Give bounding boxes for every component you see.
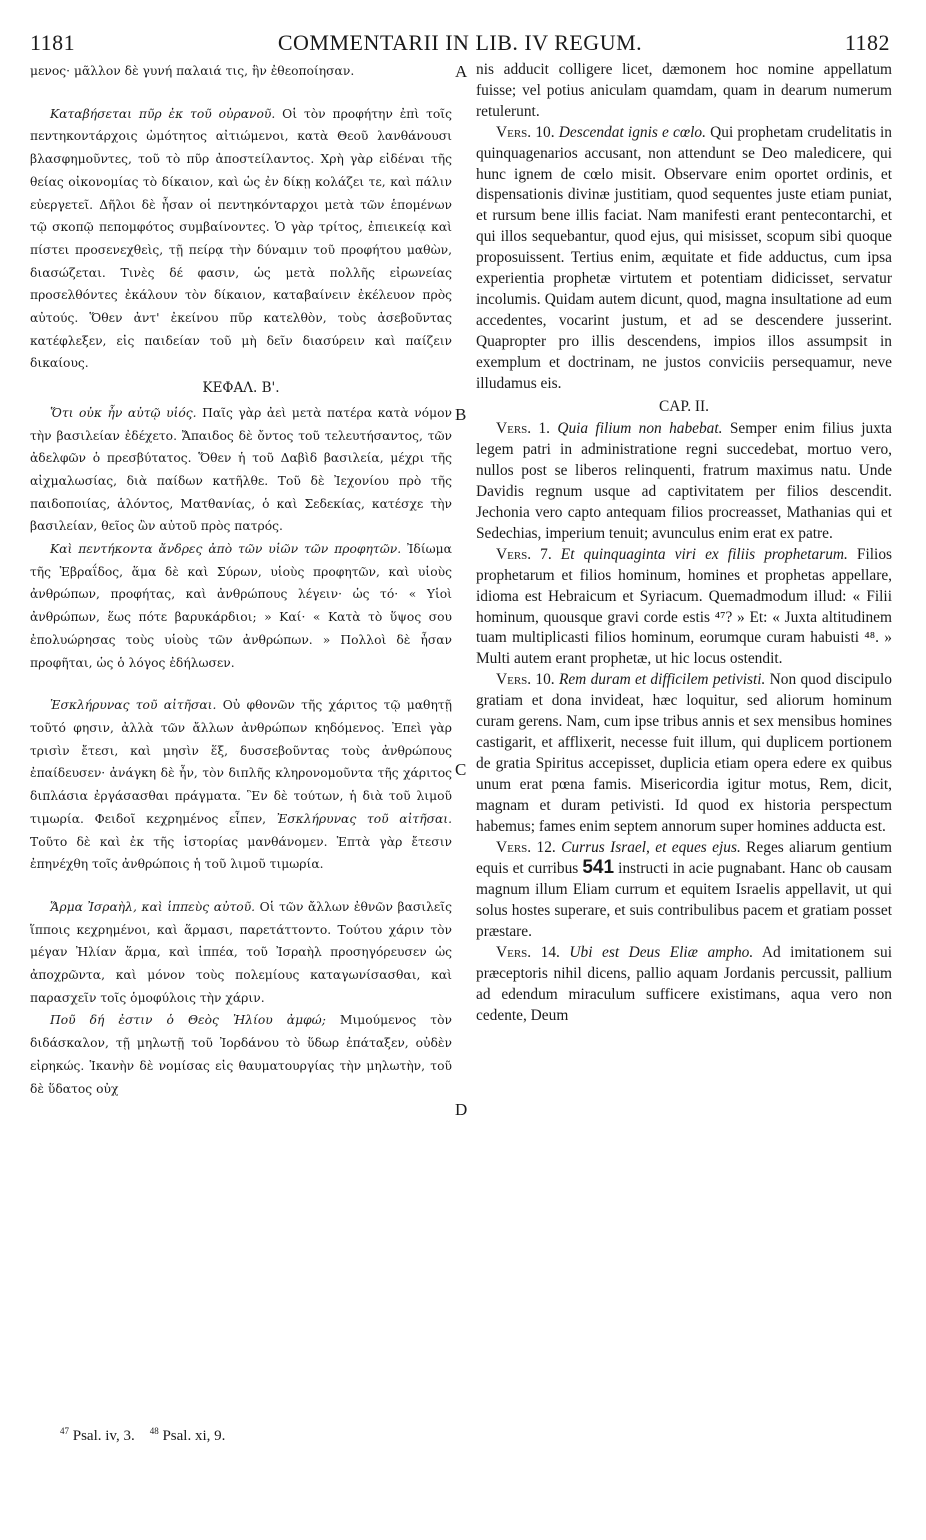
latin-text: Reges aliarum gentium equis et curribus — [476, 838, 892, 878]
latin-paragraph — [476, 670, 892, 837]
latin-text: Ad imitationem sui præceptoris nihil dicens, pallio aquam Jordanis percussit, pallium ad edendum miraculum sufficere existimans, aqua vero non cedente, Deum — [476, 944, 892, 1024]
greek-paragraph — [30, 538, 452, 674]
latin-chapter-title: CAP. II. — [658, 397, 710, 415]
greek-lemma: Ἐσκλήρυνας τοῦ αἰτῆσαι. — [276, 811, 452, 826]
latin-paragraph — [476, 838, 892, 944]
greek-text: Μιμούμενος τὸν διδάσκαλον, τῇ μηλωτῇ τοῦ Ἰορδάνου τὸ ὕδωρ ἐπάταξεν, οὐδὲν εἰρηκώς. Ἱκανὴν δὲ νομίσας εἰς θαυματουργίας τὴν μηλωτὴν, τοῦ δὲ ὕδατος οὐχ — [30, 1013, 452, 1096]
greek-text: Παῖς γὰρ ἀεὶ μετὰ πατέρα κατὰ νόμον τὴν βασιλείαν ἐδέχετο. Ἄπαιδος δὲ ὄντος τοῦ τελευτήσαντος, τῶν ἀδελφῶν ὁ πρεσβύτατος. Ὅθεν ἡ τοῦ Δαβὶδ βασιλεία, μέχρι τῆς αἰχμαλωσίας, διὰ παίδων κατῆλθε. Τοῦ δὲ Ἰεχονίου πρὸ τῆς παιδοποιίας, ἁλόντος, Ματθανίας, ὁ καὶ Σεδεκίας, κατέσχε τὴν βασιλείαν, θεῖος ὢν αὐτοῦ πρὸς πατρός. — [30, 405, 452, 534]
latin-lemma: Ubi est Deus Eliæ ampho. — [569, 944, 754, 962]
latin-text: Qui prophetam crudelitatis in quinquagenarios accusant, non attendunt se Deo maledicere, qui hunc ignem de cœlo misit. Observare enim oportet ordinis, et dispensationis divinæ justitiam, quod sequentes juste etiam puniat, et rursum bene illis faciat. Nam manifesti erant pentecontarchi, et qui illos sequebantur, quod ejus, qui misisset, scopum sibi quoque proposuissent. Tertius enim, æquitate et fide adductus, cum ipsa experientia prophetæ virtutem et potentiam didicisset, servatur incolumis. Quidam autem dicunt, quod, magna insultatione ad eum accedentes, vocarint justum, et ad se descendere jusserint. Quapropter pro illis descendens, impios illos assumpsit in exemplum et doctrinam, ne justos conviciis persequamur, neve illudamus eis. — [476, 123, 892, 392]
verse-label: Vers. 12. — [496, 838, 556, 856]
greek-lemma: Ἅρμα Ἰσραὴλ, καὶ ἱππεὺς αὐτοῦ. — [50, 899, 256, 914]
verse-label: Vers. 7. — [496, 545, 552, 563]
greek-paragraph — [30, 896, 452, 1010]
footnote-text: Psal. xi, 9. — [158, 1428, 226, 1444]
greek-paragraph: μενος· μᾶλλον δὲ γυνή παλαιά τις, ἣν ἐθεοποίησαν. — [30, 64, 355, 78]
verse-label: Vers. 10. — [496, 123, 555, 141]
greek-lemma: Ὅτι οὐκ ἦν αὐτῷ υἱός. — [50, 405, 197, 420]
latin-lemma: Descendat ignis e cœlo. — [558, 123, 706, 141]
latin-paragraph: nis adducit colligere licet, dæmonem hoc nomine appellatum fuisse; vel potius aniculam quamdam, quam in dearum numerum retulerunt. — [476, 61, 892, 120]
page-number-left: 1181 — [30, 30, 76, 55]
greek-paragraph — [30, 103, 452, 375]
greek-text: Τοῦτο δὲ καὶ ἐκ τῆς ἱστορίας μανθάνομεν. Ἑπτὰ γὰρ ἔτεσιν ἐπηνέχθη τοῖς ἀνθρώποις ἡ τοῦ λιμοῦ τιμωρία. — [30, 834, 452, 872]
latin-text: Semper enim filius juxta legem patri in administratione regni succedebat, mortuo vero, nullos post se liberos relinquenti, fratrum maximus natu. Unde Davidis regnum usque ad captivitatem per filios descendit. Jechonia vero capto antequam filios procreasset, Mathanias qui et Sedechias, imperium tenuit; avunculus enim erat ex patre. — [476, 420, 892, 542]
section-marker-d: D — [455, 1100, 468, 1119]
greek-lemma: Ποῦ δή ἐστιν ὁ Θεὸς Ἠλίου ἀμφώ; — [50, 1013, 326, 1028]
section-marker-c: C — [455, 760, 467, 779]
footnotes — [60, 1426, 225, 1445]
greek-paragraph — [30, 694, 452, 876]
greek-column — [30, 60, 452, 1500]
greek-text: Οἱ τῶν ἄλλων ἐθνῶν βασιλεῖς ἵπποις κεχρημένοι, καὶ ἅρμασι, παρετάττοντο. Τούτου χάριν τὸν μέγαν Ἠλίαν ἅρμα, καὶ ἱππέα, τοῦ Ἰσραὴλ προσηγόρευσεν ὡς ἀποχρῶντα, καὶ μόνον τοὺς πολεμίους καταγωνίσασθαι, καὶ παρασχεῖν τοῖς ὁμοφύλοις τὴν χάριν. — [30, 899, 452, 1005]
greek-text: Οἱ τὸν προφήτην ἐπὶ τοῖς πεντηκοντάρχοις ὠμότητος αἰτιώμενοι, κατὰ Θεοῦ λανθάνουσι βλασφημοῦντες, τοῦ τὸ πῦρ ἀποστείλαντος. Χρὴ γὰρ εἰδέναι τῆς θείας οἰκονομίας τὸ δίκαιον, καὶ ὡς ἐν δίκῃ κολάζει τε, καὶ πάλιν εὐεργετεῖ. Δῆλοι δὲ ἦσαν οἱ πεντηκόνταρχοι μετὰ τῶν ἑπομένων τῷ σκοπῷ πεπομφότος συμβαίνοντες. Ὁ γὰρ τρίτος, ἐπιεικείᾳ καὶ πίστει προσενεχθεὶς, τῇ πείρᾳ τὴν δύναμιν τοῦ προφήτου μαθὼν, διασώζεται. Τινὲς δέ φασιν, ὡς μετὰ πολλῆς εἰρωνείας προσελθόντες ἐκάλουν τὸν δίκαιον, καταβαίνειν ἐκέλευον πρὸς αὐτούς. Ὅθεν ἀντ' ἐκείνου πῦρ κατελθὸν, τοὺς ἀσεβοῦντας κατέφλεξεν, εἰς παιδείαν τοῦ μὴ δεῖν διασύρειν καὶ παίζειν δικαίους. — [30, 106, 452, 371]
latin-text: Non quod discipulo gratiam et dona invideat, hæc loquitur, sed aliorum hominum curam gerens. Nam, cum ipse tribus annis et sex mensibus homines castigarit, et afflixerit, necesse fuit illum, qui duplicem portionem de gratia Spiritus accepisset, duplicia etiam opera edere ex quibus unum erat pœna famis. Misericordia igitur motus, Rem, dicit, magnam et duram petivisti. Id quod ex historia perspectum habemus; fames enim septem annorum super homines adducta est. — [476, 671, 892, 835]
latin-paragraph — [476, 545, 892, 670]
footnote-number: 47 — [60, 1426, 69, 1436]
section-marker-b: B — [455, 405, 467, 424]
verse-label: Vers. 14. — [496, 944, 560, 962]
latin-lemma: Et quinquaginta viri ex filiis prophetarum. — [560, 545, 848, 563]
page-header — [30, 30, 890, 60]
greek-lemma: Ἐσκλήρυνας τοῦ αἰτῆσαι. — [50, 698, 217, 713]
section-marker-a: A — [455, 62, 468, 81]
latin-column — [476, 60, 892, 1500]
latin-text: Filios prophetarum et filios hominum, homines et prophetas appellare, idioma est Hebraicum et Syriacum. Quemadmodum illud: « Filii hominum, quousque gravi corde estis ⁴⁷? » Et: « Juxta altitudinem tuam multiplicasti filios hominum, eorumque curam habuisti ⁴⁸. » Multi autem erant prophetæ, ut hic locus ostendit. — [476, 545, 892, 668]
latin-paragraph — [476, 123, 892, 395]
greek-lemma: Καὶ πεντήκοντα ἄνδρες ἀπὸ τῶν υἱῶν τῶν προφητῶν. — [50, 542, 402, 557]
greek-chapter-title: ΚΕΦΑΛ. Β'. — [202, 380, 280, 397]
running-title: COMMENTARII IN LIB. IV REGUM. — [277, 30, 643, 55]
latin-text: instructi in acie pugnabant. Hanc ob causam magnum illum Eliam currum et equitem Israelis appellavit, ut qui solus hostes superare, et suis contribulibus pacem et gratiam posset præstare. — [476, 860, 892, 941]
greek-lemma: Καταβήσεται πῦρ ἐκ τοῦ οὐρανοῦ. — [50, 106, 276, 121]
footnote-number: 48 — [149, 1426, 159, 1436]
verse-label: Vers. 1. — [496, 420, 550, 438]
greek-paragraph — [30, 1009, 452, 1100]
greek-text: Οὐ φθονῶν τῆς χάριτος τῷ μαθητῇ τοῦτό φησιν, ἀλλὰ τῶν ἄλλων ἀνθρώπων κηδόμενος. Ἐπεὶ γὰρ τρισὶν ἔτεσι, καὶ μησὶν ἕξ, δυσσεβοῦντας τοὺς ἀνθρώπους ἐπαίδευσεν· ἀνάγκη δὲ ἦν, τὸν διπλῆς κληρονομοῦντα τῆς χάριτος διπλάσια ἐργάσασθαι πράγματα. Ἓν δὲ τούτων, ἡ διὰ τοῦ λιμοῦ τιμωρία. Φειδοῖ κεχρημένος εἶπεν, — [30, 698, 452, 826]
latin-paragraph — [476, 943, 892, 1027]
latin-paragraph — [476, 419, 892, 544]
greek-text: Ἰδίωμα τῆς Ἑβραΐδος, ἅμα δὲ καὶ Σύρων, υἱοὺς προφητῶν, καὶ υἱοὺς ἀνθρώπων, προφήτας, καὶ ἀνθρώπους λέγειν· ὡς τό· « Υἱοὶ ἀνθρώπων, ἕως πότε βαρυκάρδιοι; » Καί· « Κατὰ τὸ ὕψος σου ἐπολυώρησας τοὺς υἱοὺς τῶν ἀνθρώπων. » Πολλοὶ δὲ ἦσαν προφῆται, ὡς ὁ λόγος ἐδήλωσεν. — [30, 542, 452, 670]
verse-label: Vers. 10. — [496, 671, 555, 689]
edition-column-number: 541 — [582, 857, 615, 879]
greek-paragraph — [30, 402, 452, 538]
latin-lemma: Rem duram et difficilem petivisti. — [558, 671, 766, 689]
footnote-text: Psal. iv, 3. — [69, 1428, 135, 1444]
latin-lemma: Quia filium non habebat. — [557, 420, 723, 438]
page-number-right: 1182 — [844, 30, 890, 55]
latin-lemma: Currus Israel, et eques ejus. — [561, 838, 741, 856]
